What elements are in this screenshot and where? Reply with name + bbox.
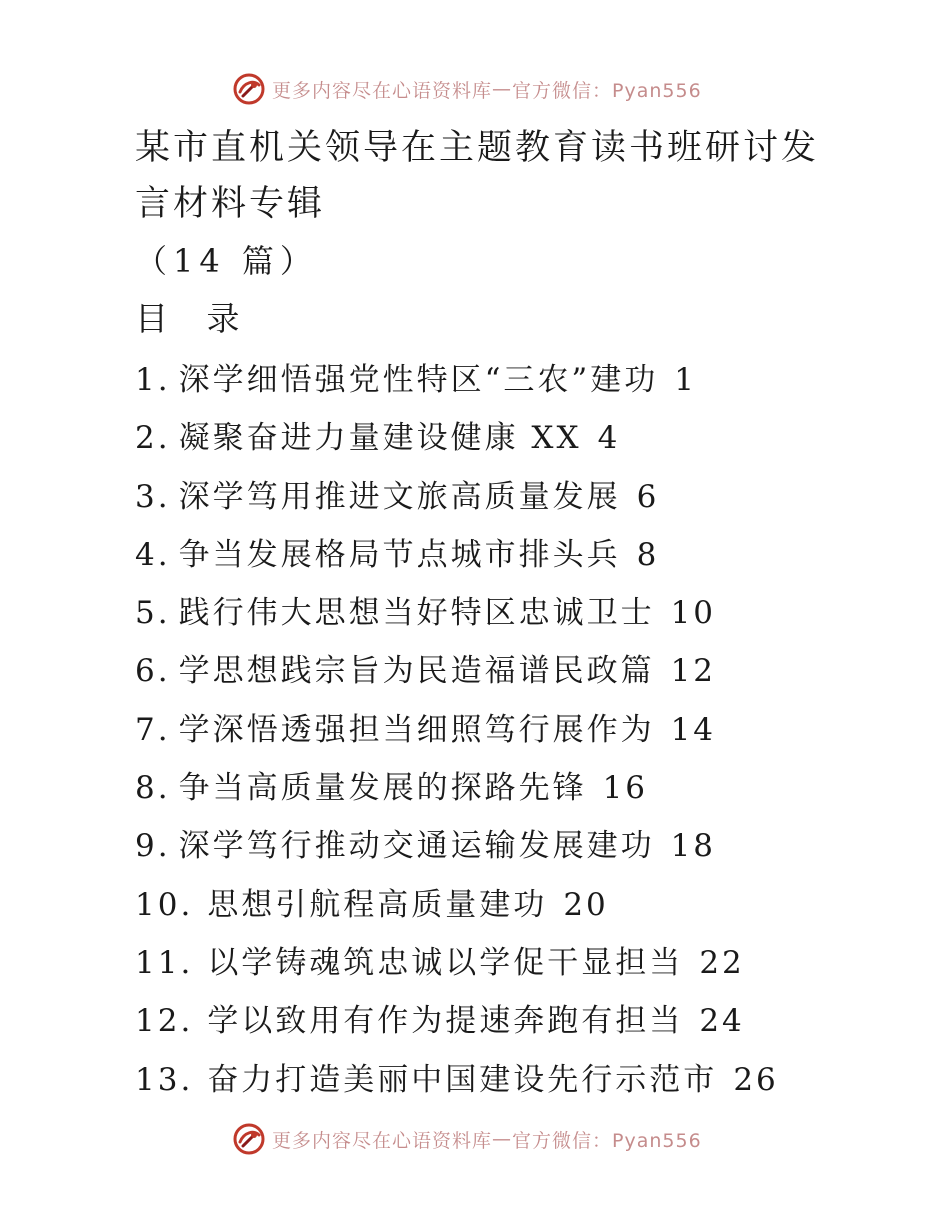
- toc-page: 18: [670, 828, 717, 865]
- header-watermark: [232, 72, 702, 106]
- toc-item[interactable]: [135, 701, 895, 759]
- toc-page: 1: [674, 362, 698, 398]
- toc-title: 深学细悟强党性特区“三农”建功: [178, 362, 659, 398]
- toc-item[interactable]: [135, 759, 895, 817]
- toc-title: 学以致用有作为提速奔跑有担当: [207, 1003, 684, 1040]
- toc-title: 凝聚奋进力量建设健康 XX: [178, 420, 582, 457]
- toc-number: 1.: [135, 362, 171, 398]
- toc-item[interactable]: [135, 992, 895, 1050]
- toc-title: 学深悟透强担当细照笃行展作为: [178, 711, 655, 748]
- toc-page: 20: [563, 886, 609, 923]
- toc-page: 8: [636, 536, 660, 573]
- toc-title: 深学笃用推进文旅高质量发展: [178, 478, 621, 515]
- toc-title: 争当发展格局节点城市排头兵: [178, 536, 621, 573]
- brand-logo-icon: [232, 72, 266, 106]
- toc-page: 6: [636, 478, 660, 515]
- toc-number: 2.: [135, 420, 171, 457]
- toc-page: 16: [602, 770, 649, 807]
- toc-item[interactable]: [135, 409, 895, 467]
- toc-page: 22: [699, 944, 745, 981]
- toc-page: 10: [670, 595, 717, 632]
- toc-item[interactable]: [135, 934, 895, 992]
- toc-page: 24: [699, 1003, 745, 1040]
- toc-title: 学思想践宗旨为民造福谱民政篇: [178, 653, 655, 690]
- toc-item[interactable]: [135, 876, 895, 934]
- toc-page: 26: [733, 1061, 779, 1098]
- toc-title: 践行伟大思想当好特区忠诚卫士: [178, 595, 655, 632]
- toc-item[interactable]: [135, 468, 895, 526]
- toc-title: 以学铸魂筑忠诚以学促干显担当: [207, 944, 684, 981]
- toc-page: 4: [597, 420, 621, 457]
- toc-number: 4.: [135, 536, 171, 573]
- toc-item[interactable]: [135, 817, 895, 875]
- watermark-text: 更多内容尽在心语资料库: [272, 1129, 493, 1152]
- document-title-line2: 言材料专辑: [135, 184, 326, 224]
- toc-item[interactable]: [135, 526, 895, 584]
- toc-item[interactable]: [135, 1051, 895, 1109]
- brand-logo-icon: [232, 1122, 266, 1156]
- watermark-separator: —: [492, 1128, 513, 1150]
- toc-title: 奋力打造美丽中国建设先行示范市: [207, 1061, 718, 1098]
- watermark-wechat: 官方微信：Pyan556: [512, 79, 702, 102]
- toc-number: 10.: [135, 886, 194, 923]
- toc-number: 8.: [135, 770, 171, 807]
- toc-number: 12.: [135, 1003, 194, 1040]
- toc-number: 7.: [135, 711, 171, 748]
- watermark-wechat: 官方微信：Pyan556: [512, 1129, 702, 1152]
- toc-item[interactable]: [135, 642, 895, 700]
- toc-number: 3.: [135, 478, 171, 515]
- article-count: （14 篇）: [135, 242, 318, 280]
- toc-number: 6.: [135, 653, 171, 690]
- toc-item[interactable]: [135, 584, 895, 642]
- toc-list: [135, 351, 895, 1109]
- toc-heading: 目 录: [135, 299, 254, 338]
- footer-watermark: [232, 1122, 702, 1156]
- toc-page: 14: [670, 711, 717, 748]
- toc-page: 12: [670, 653, 717, 690]
- document-title-line1: 某市直机关领导在主题教育读书班研讨发: [135, 128, 820, 168]
- toc-title: 深学笃行推动交通运输发展建功: [178, 828, 655, 865]
- toc-title: 思想引航程高质量建功: [207, 886, 548, 923]
- watermark-separator: —: [492, 78, 513, 100]
- watermark-text: 更多内容尽在心语资料库: [272, 79, 493, 102]
- document-body: [135, 123, 895, 1109]
- toc-item[interactable]: [135, 351, 895, 409]
- toc-number: 13.: [135, 1061, 194, 1098]
- toc-number: 9.: [135, 828, 171, 865]
- toc-title: 争当高质量发展的探路先锋: [178, 770, 587, 807]
- toc-number: 11.: [135, 944, 194, 981]
- toc-number: 5.: [135, 595, 171, 632]
